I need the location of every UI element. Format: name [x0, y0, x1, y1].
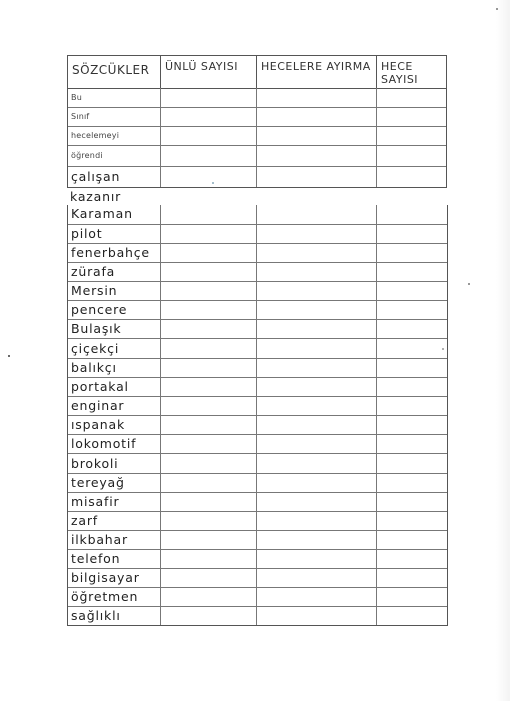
word-cell: portakal: [71, 379, 129, 394]
syllable-count-cell[interactable]: [376, 88, 446, 107]
vowel-count-cell[interactable]: [160, 493, 256, 511]
syllable-split-cell[interactable]: [256, 339, 376, 358]
word-cell: ilkbahar: [71, 532, 128, 547]
vowel-count-cell[interactable]: [160, 244, 256, 262]
syllable-count-cell[interactable]: [376, 378, 447, 396]
word-cell: Mersin: [71, 283, 118, 298]
table-row: [68, 338, 447, 358]
syllable-split-cell[interactable]: [256, 205, 376, 224]
syllable-split-cell[interactable]: [256, 531, 376, 549]
syllable-split-cell[interactable]: [256, 282, 376, 300]
word-cell: telefon: [71, 551, 121, 566]
word-cell: sağlıklı: [71, 608, 121, 623]
scan-speck: [468, 283, 470, 285]
syllable-count-cell[interactable]: [376, 474, 447, 492]
table-row: [68, 434, 447, 453]
syllable-count-cell[interactable]: [376, 531, 447, 549]
syllable-count-cell[interactable]: [376, 588, 447, 606]
vowel-count-cell[interactable]: [160, 301, 256, 319]
vowel-count-cell[interactable]: [160, 225, 256, 243]
syllable-count-cell[interactable]: [376, 244, 447, 262]
syllable-split-cell[interactable]: [256, 146, 376, 166]
vowel-count-cell[interactable]: [160, 205, 256, 224]
word-cell: brokoli: [71, 456, 119, 471]
syllable-split-cell[interactable]: [256, 359, 376, 377]
table-row: [68, 377, 447, 396]
syllable-count-cell[interactable]: [376, 435, 447, 453]
table-row: [68, 453, 447, 473]
syllable-split-cell[interactable]: [256, 320, 376, 338]
vowel-count-cell[interactable]: [160, 339, 256, 358]
vowel-count-cell[interactable]: [160, 263, 256, 281]
vowel-count-cell[interactable]: [160, 416, 256, 434]
table-row: [68, 205, 447, 224]
word-cell: lokomotif: [71, 436, 137, 451]
word-cell: hecelemeyi: [71, 131, 120, 140]
vowel-count-cell[interactable]: [160, 512, 256, 530]
syllable-count-cell[interactable]: [376, 263, 447, 281]
word-cell: tereyağ: [71, 475, 125, 490]
table-row: [68, 107, 446, 126]
vowel-count-cell[interactable]: [160, 167, 256, 187]
table-row: [68, 396, 447, 415]
table-row: [68, 530, 447, 549]
table-row: [68, 145, 446, 166]
vowel-count-cell[interactable]: [160, 531, 256, 549]
syllable-split-cell[interactable]: [256, 569, 376, 587]
vowel-count-cell[interactable]: [160, 397, 256, 415]
syllable-split-cell[interactable]: [256, 435, 376, 453]
vowel-count-cell[interactable]: [160, 454, 256, 473]
header-syllable-count: HECE SAYISI: [376, 56, 448, 88]
table-row: [68, 281, 447, 300]
syllable-count-cell[interactable]: [376, 127, 446, 145]
word-cell: zürafa: [71, 264, 116, 279]
word-cell: Sınıf: [71, 112, 90, 121]
table-row: [68, 319, 447, 338]
syllable-split-cell[interactable]: [256, 512, 376, 530]
word-cell: bilgisayar: [71, 570, 140, 585]
word-cell: enginar: [71, 398, 125, 413]
table-row: [68, 88, 446, 107]
table-row: [68, 243, 447, 262]
word-cell: öğretmen: [71, 589, 139, 604]
table-row: [68, 126, 446, 145]
table-row: [68, 224, 447, 243]
syllable-count-cell[interactable]: [376, 205, 447, 224]
scan-edge: [496, 0, 510, 701]
word-cell: Bu: [71, 93, 82, 102]
word-cell: çalışan: [71, 169, 121, 184]
syllable-count-cell[interactable]: [376, 397, 447, 415]
vowel-count-cell[interactable]: [160, 146, 256, 166]
table-row: [68, 511, 447, 530]
syllable-count-cell[interactable]: [376, 512, 447, 530]
vowel-count-cell[interactable]: [160, 127, 256, 145]
syllable-split-cell[interactable]: [256, 416, 376, 434]
syllable-count-cell[interactable]: [376, 569, 447, 587]
word-cell-loose: kazanır: [70, 189, 122, 204]
table-row: [68, 262, 447, 281]
table-row: [68, 473, 447, 492]
syllable-count-cell[interactable]: [376, 146, 446, 166]
table-row: [68, 415, 447, 434]
word-cell: Karaman: [71, 206, 133, 221]
table-row: [68, 549, 447, 568]
syllable-count-cell[interactable]: [376, 339, 447, 358]
vowel-count-cell[interactable]: [160, 378, 256, 396]
syllable-count-cell[interactable]: [376, 301, 447, 319]
vowel-count-cell[interactable]: [160, 588, 256, 606]
syllable-split-cell[interactable]: [256, 550, 376, 568]
syllable-split-cell[interactable]: [256, 588, 376, 606]
table-row: [68, 606, 447, 625]
table-bottom-block: [67, 205, 448, 626]
vowel-count-cell[interactable]: [160, 282, 256, 300]
syllable-split-cell[interactable]: [256, 474, 376, 492]
header-syllable-split: HECELERE AYIRMA: [256, 56, 376, 88]
syllable-count-cell[interactable]: [376, 359, 447, 377]
syllable-split-cell[interactable]: [256, 88, 376, 107]
word-cell: misafir: [71, 494, 120, 509]
word-cell: Bulaşık: [71, 321, 122, 336]
syllable-split-cell[interactable]: [256, 108, 376, 126]
word-cell: ıspanak: [71, 417, 126, 432]
syllable-split-cell[interactable]: [256, 167, 376, 187]
syllable-split-cell[interactable]: [256, 493, 376, 511]
table-row: [68, 587, 447, 606]
syllable-count-cell[interactable]: [376, 493, 447, 511]
syllable-count-cell[interactable]: [376, 550, 447, 568]
syllable-split-cell[interactable]: [256, 397, 376, 415]
table-row: [68, 300, 447, 319]
vowel-count-cell[interactable]: [160, 607, 256, 625]
word-cell: pencere: [71, 302, 128, 317]
vowel-count-cell[interactable]: [160, 550, 256, 568]
syllable-count-cell[interactable]: [376, 454, 447, 473]
syllable-count-cell[interactable]: [376, 416, 447, 434]
word-cell: pilot: [71, 226, 103, 241]
syllable-split-cell[interactable]: [256, 244, 376, 262]
table-row: [68, 568, 447, 587]
syllable-split-cell[interactable]: [256, 301, 376, 319]
header-vowel-count: ÜNLÜ SAYISI: [160, 56, 256, 88]
word-cell: çiçekçi: [71, 341, 120, 356]
syllable-split-cell[interactable]: [256, 607, 376, 625]
syllable-count-cell[interactable]: [376, 108, 446, 126]
syllable-count-cell[interactable]: [376, 225, 447, 243]
table-row: [68, 492, 447, 511]
vowel-count-cell[interactable]: [160, 474, 256, 492]
word-cell: fenerbahçe: [71, 245, 150, 260]
syllable-count-cell[interactable]: [376, 282, 447, 300]
syllable-split-cell[interactable]: [256, 225, 376, 243]
syllable-split-cell[interactable]: [256, 263, 376, 281]
word-cell: zarf: [71, 513, 98, 528]
word-cell: balıkçı: [71, 360, 117, 375]
syllable-split-cell[interactable]: [256, 378, 376, 396]
scan-speck: [496, 8, 498, 10]
vowel-count-cell[interactable]: [160, 88, 256, 107]
table-row: [68, 358, 447, 377]
table-row: [68, 166, 446, 187]
vowel-count-cell[interactable]: [160, 435, 256, 453]
syllable-count-cell[interactable]: [376, 607, 447, 625]
table-header: [67, 55, 447, 89]
scan-speck: [8, 355, 10, 357]
vowel-count-cell[interactable]: [160, 569, 256, 587]
vowel-count-cell[interactable]: [160, 320, 256, 338]
header-words: SÖZCÜKLER: [72, 63, 150, 77]
vowel-count-cell[interactable]: [160, 359, 256, 377]
table-top-block: [67, 88, 447, 188]
word-cell: öğrendi: [71, 151, 103, 160]
syllable-split-cell[interactable]: [256, 454, 376, 473]
syllable-count-cell[interactable]: [376, 167, 446, 187]
syllable-split-cell[interactable]: [256, 127, 376, 145]
syllable-count-cell[interactable]: [376, 320, 447, 338]
vowel-count-cell[interactable]: [160, 108, 256, 126]
